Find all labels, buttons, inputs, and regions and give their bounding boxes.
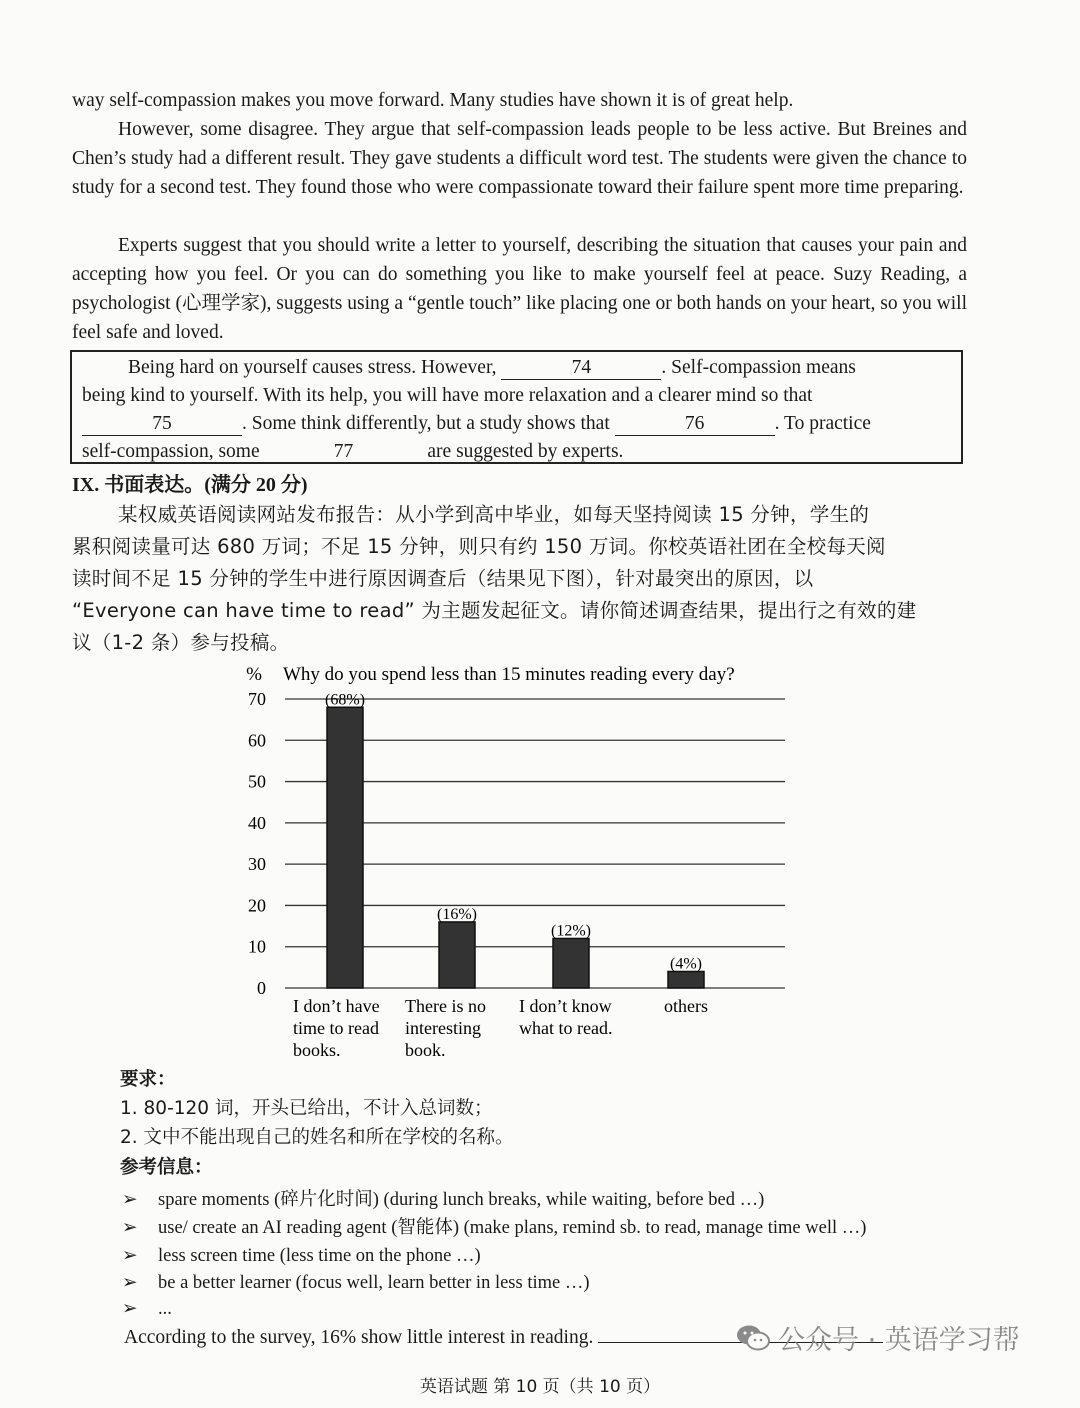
- summary-text: . To practice: [774, 413, 871, 434]
- data-label: (4%): [670, 955, 702, 973]
- arrow-bullet-icon: ➢: [122, 1273, 138, 1293]
- x-category-label: I don’t know: [519, 996, 612, 1016]
- arrow-bullet-icon: ➢: [122, 1299, 138, 1319]
- prompt-line-5: 议（1-2 条）参与投稿。: [72, 631, 290, 654]
- summary-line-1: [128, 353, 953, 382]
- y-tick-label: 0: [257, 978, 266, 998]
- page-footer: 英语试题 第 10 页（共 10 页）: [419, 1377, 661, 1397]
- y-tick-label: 10: [248, 936, 266, 957]
- y-tick-label: 40: [248, 812, 266, 833]
- bar: [553, 938, 589, 988]
- reference-bullet: [122, 1243, 481, 1269]
- watermark-text: 公众号 · 英语学习帮: [778, 1325, 1020, 1356]
- bullet-text: ...: [158, 1299, 172, 1319]
- x-category-label: I don’t have: [293, 996, 380, 1016]
- prompt-line-2: 累积阅读量可达 680 万词；不足 15 分钟，则只有约 150 万词。你校英语社团在全校每天阅: [72, 535, 886, 558]
- prompt-line-4: “Everyone can have time to read” 为主题发起征文。请你简述调查结果，提出行之有效的建: [72, 599, 917, 622]
- bullet-text: spare moments (碎片化时间) (during lunch breaks, while waiting, before bed …): [158, 1190, 765, 1210]
- reference-bullet: [122, 1187, 764, 1213]
- y-tick-label: 60: [248, 730, 266, 751]
- wechat-icon: [736, 1324, 770, 1352]
- bar-chart: [0, 655, 1080, 1065]
- reference-bullet: [122, 1296, 172, 1322]
- bar: [439, 922, 475, 988]
- y-tick-label: 70: [248, 689, 266, 709]
- x-category-label: time to read: [293, 1018, 379, 1038]
- section-heading: IX. 书面表达。(满分 20 分): [72, 474, 308, 496]
- summary-text: . Self-compassion means: [661, 357, 856, 378]
- summary-text: are suggested by experts.: [427, 441, 624, 462]
- y-axis-label: %: [246, 664, 262, 685]
- x-category-label: There is no: [405, 996, 486, 1016]
- bullet-text: less screen time (less time on the phone …): [158, 1246, 481, 1266]
- summary-text: self-compassion, some: [82, 441, 260, 462]
- summary-line-3: [82, 409, 953, 438]
- summary-line-2: being kind to yourself. With its help, you will have more relaxation and a clearer mind so that: [82, 385, 813, 406]
- requirement-1: 1. 80-120 词，开头已给出，不计入总词数；: [120, 1098, 493, 1119]
- prompt-line-1: 某权威英语阅读网站发布报告：从小学到高中毕业，如每天坚持阅读 15 分钟，学生的: [118, 503, 870, 526]
- bullet-text: use/ create an AI reading agent (智能体) (make plans, remind sb. to read, manage time well …): [158, 1218, 867, 1238]
- blank-74[interactable]: 74: [501, 357, 661, 380]
- chart-title: Why do you spend less than 15 minutes reading every day?: [283, 664, 735, 685]
- bullet-text: be a better learner (focus well, learn better in less time …): [158, 1273, 590, 1293]
- reference-bullet: [122, 1270, 589, 1296]
- data-label: (12%): [551, 922, 591, 940]
- prompt-line-3: 读时间不足 15 分钟的学生中进行原因调查后（结果见下图），针对最突出的原因，以: [72, 567, 814, 590]
- reference-bullet: [122, 1215, 866, 1241]
- blank-76[interactable]: 76: [615, 413, 775, 436]
- arrow-bullet-icon: ➢: [122, 1218, 138, 1238]
- x-category-label: book.: [405, 1040, 446, 1060]
- requirement-2: 2. 文中不能出现自己的姓名和所在学校的名称。: [120, 1127, 514, 1148]
- blank-77[interactable]: 77: [265, 441, 423, 464]
- x-category-label: what to read.: [519, 1018, 613, 1038]
- y-tick-label: 50: [248, 771, 266, 792]
- passage-paragraph-1: way self-compassion makes you move forward. Many studies have shown it is of great help.: [72, 90, 794, 111]
- summary-line-4: [82, 437, 953, 466]
- data-label: (16%): [437, 905, 477, 923]
- x-category-label: books.: [293, 1040, 341, 1060]
- x-category-label: interesting: [405, 1018, 481, 1038]
- watermark: [736, 1318, 1020, 1357]
- passage-paragraph-3: Experts suggest that you should write a letter to yourself, describing the situation that causes your pain and accepting how you feel. Or you can do something you like to make yourself feel at peace. Suzy Reading, a psychologist (心理学家), suggests using a “gentle touch” like placing one or both hands on your heart, so you will feel safe and loved.: [72, 235, 967, 343]
- starter-sentence: According to the survey, 16% show little interest in reading.: [124, 1327, 594, 1348]
- arrow-bullet-icon: ➢: [122, 1246, 138, 1266]
- bar: [327, 707, 363, 988]
- blank-75[interactable]: 75: [82, 413, 242, 436]
- requirements-title: 要求：: [120, 1069, 176, 1090]
- passage-paragraph-2: However, some disagree. They argue that self-compassion leads people to be less active. But Breines and Chen’s study had a different result. They gave students a difficult word test. The students were given the chance to study for a second test. They found those who were compassionate toward their failure spent more time preparing.: [72, 119, 967, 198]
- y-tick-label: 20: [248, 895, 266, 916]
- reference-title: 参考信息：: [120, 1157, 213, 1178]
- x-category-label: others: [664, 996, 708, 1016]
- y-tick-label: 30: [248, 854, 266, 875]
- summary-text: . Some think differently, but a study shows that: [242, 413, 610, 434]
- bar: [668, 971, 704, 988]
- summary-box: [70, 350, 963, 464]
- data-label: (68%): [325, 691, 365, 709]
- arrow-bullet-icon: ➢: [122, 1190, 138, 1210]
- summary-text: Being hard on yourself causes stress. However,: [128, 357, 497, 378]
